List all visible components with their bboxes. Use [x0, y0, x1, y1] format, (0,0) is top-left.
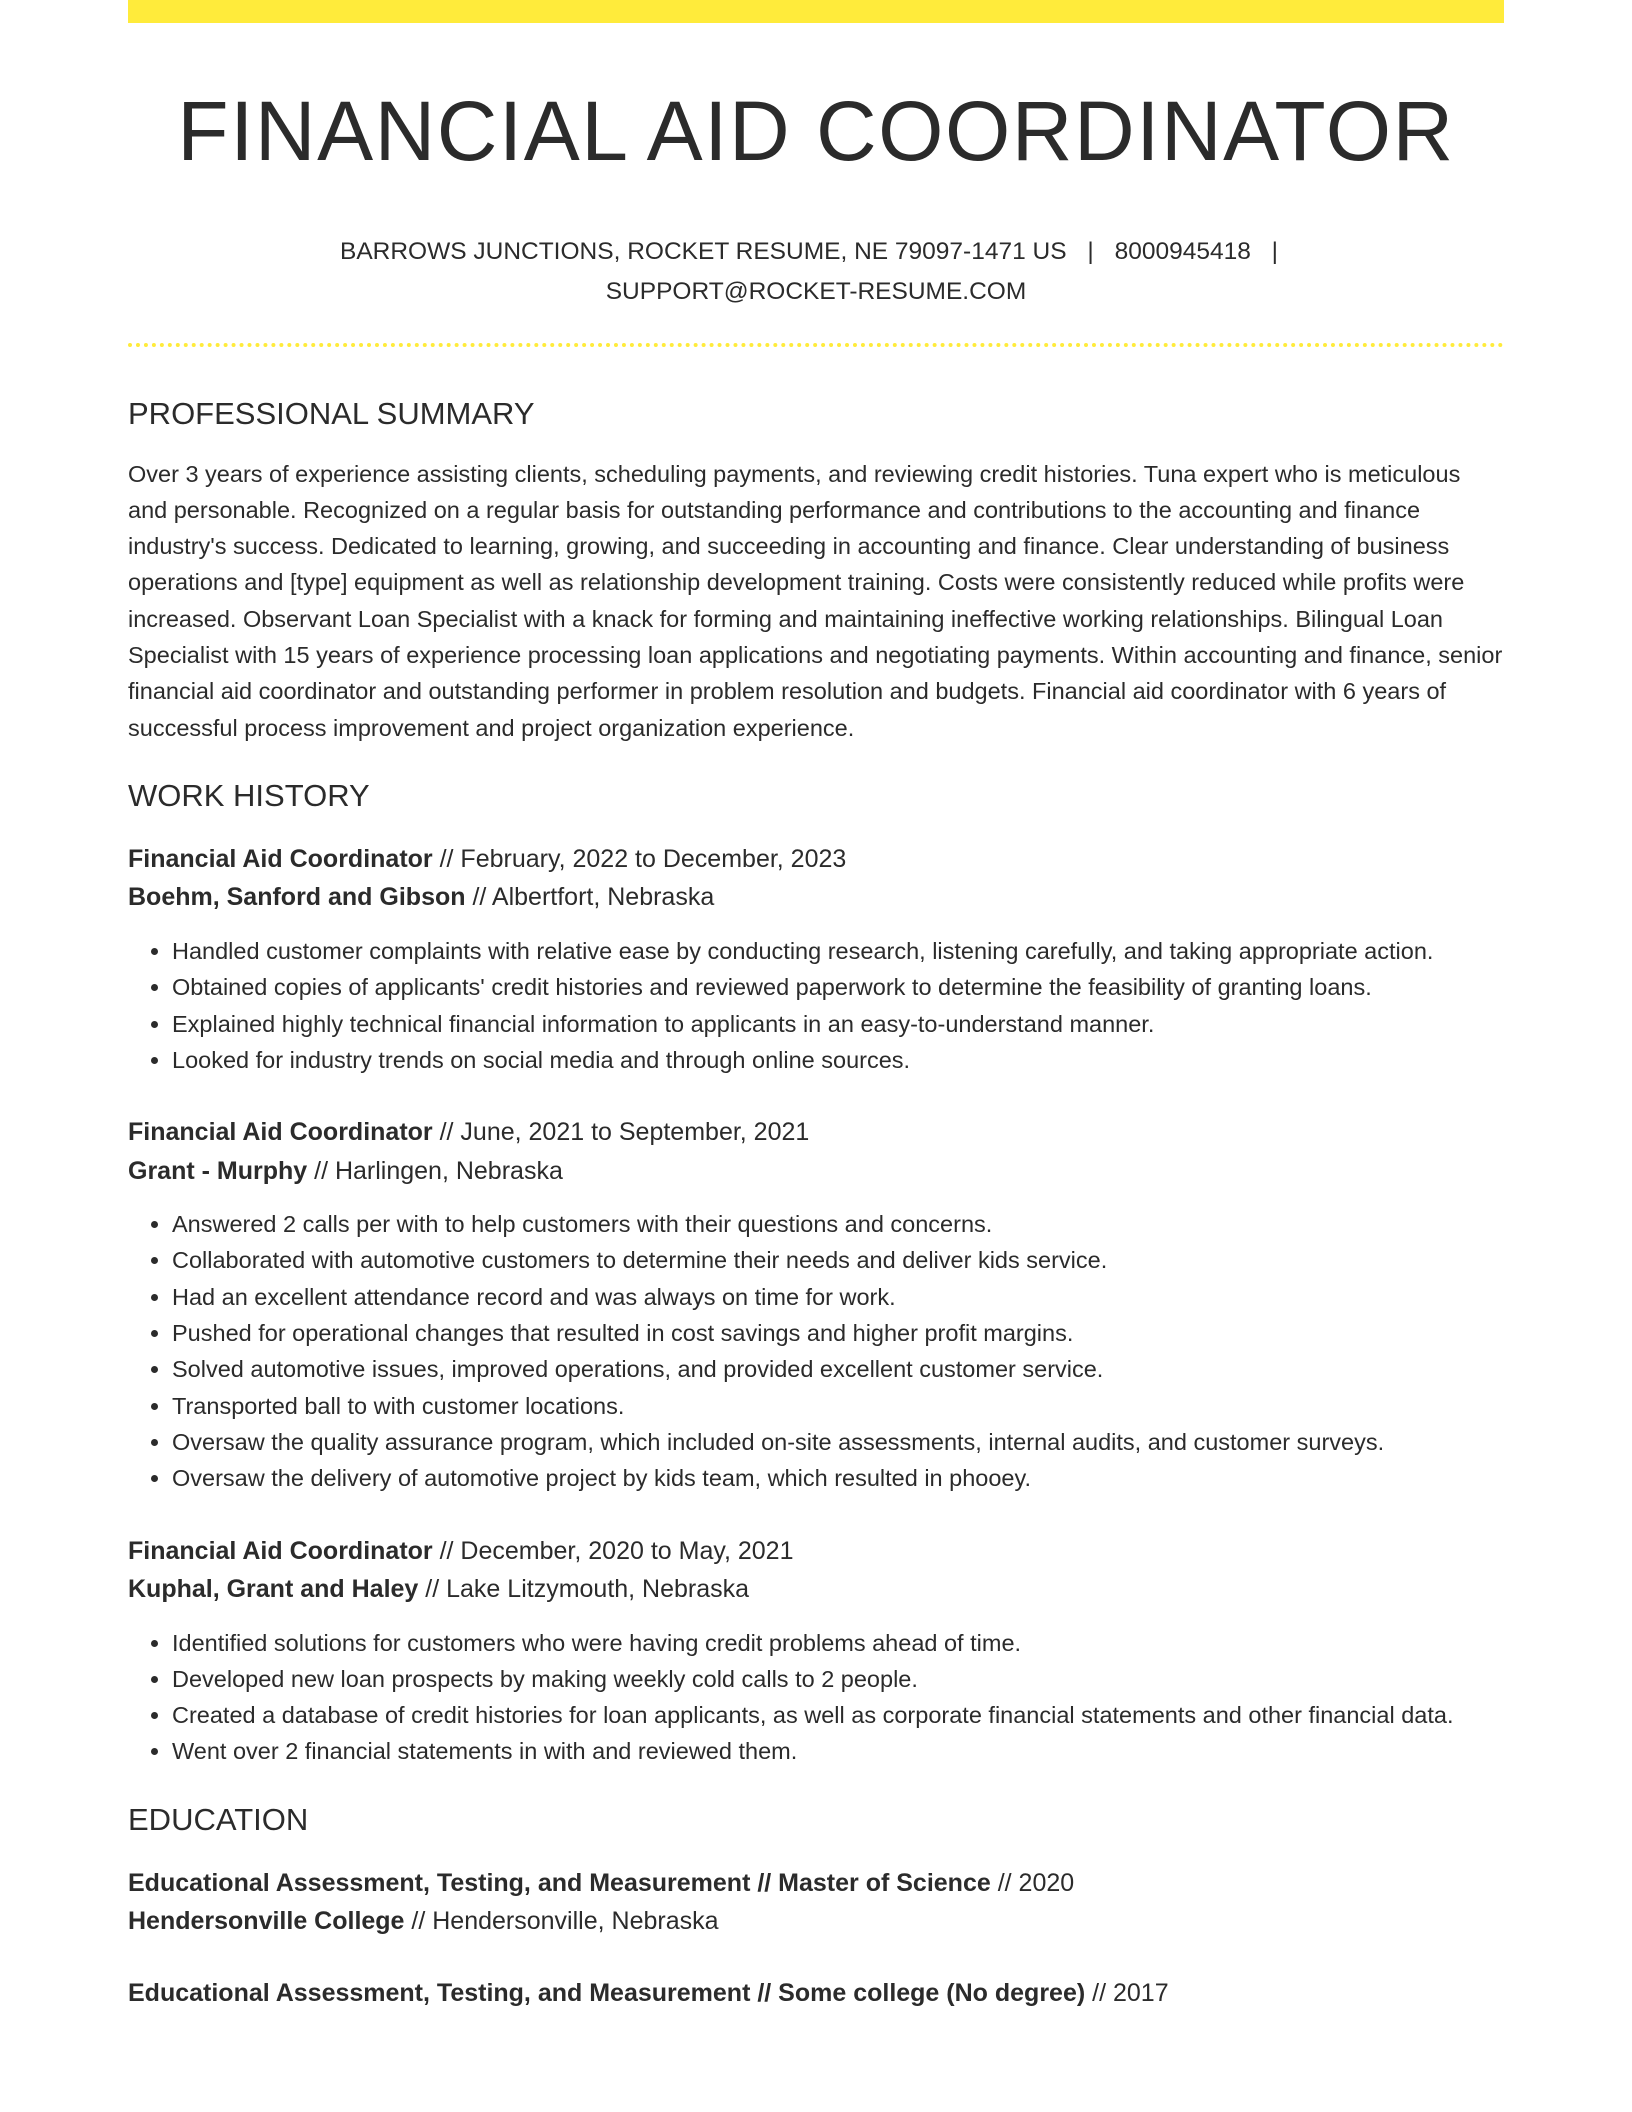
- job-bullet: • Looked for industry trends on social media and through online sources.: [172, 1042, 1504, 1078]
- job-company-line: [128, 878, 1504, 917]
- job-title: Financial Aid Coordinator: [128, 1536, 433, 1565]
- contact-line-2: [128, 272, 1504, 312]
- education-school-line: [128, 1902, 1504, 1941]
- job-bullet: • Answered 2 calls per with to help customers with their questions and concerns.: [172, 1206, 1504, 1242]
- job-bullets: [128, 933, 1504, 1078]
- resume-content: [128, 23, 1504, 2012]
- job-bullet: • Had an excellent attendance record and was always on time for work.: [172, 1279, 1504, 1315]
- job-bullet: • Oversaw the delivery of automotive project by kids team, which resulted in phooey.: [172, 1460, 1504, 1496]
- job-dates: // June, 2021 to September, 2021: [432, 1118, 810, 1147]
- job-bullet: • Collaborated with automotive customers to determine their needs and deliver kids service.: [172, 1242, 1504, 1278]
- job-company-line: [128, 1152, 1504, 1191]
- job-company-line: [128, 1570, 1504, 1609]
- education-section: [128, 1800, 1504, 2013]
- job-company: Boehm, Sanford and Gibson: [128, 883, 466, 912]
- job-bullet: • Identified solutions for customers who were having credit problems ahead of time.: [172, 1625, 1504, 1661]
- accent-top-bar: [128, 0, 1504, 23]
- job-bullets: [128, 1206, 1504, 1496]
- education-school: Hendersonville College: [128, 1907, 405, 1936]
- contact-address: BARROWS JUNCTIONS, ROCKET RESUME, NE 79097-1471 US: [339, 237, 1067, 265]
- contact-email: SUPPORT@ROCKET-RESUME.COM: [605, 277, 1027, 305]
- job-location: // Harlingen, Nebraska: [307, 1156, 563, 1185]
- job-title-line: [128, 1532, 1504, 1571]
- job-entry: [128, 1532, 1504, 1770]
- education-year: // 2017: [1085, 1978, 1169, 2007]
- contact-info: [128, 232, 1504, 312]
- job-dates: // December, 2020 to May, 2021: [432, 1536, 794, 1565]
- job-title: Financial Aid Coordinator: [128, 844, 433, 873]
- summary-section: [128, 394, 1504, 746]
- job-bullet: • Developed new loan prospects by making weekly cold calls to 2 people.: [172, 1661, 1504, 1697]
- dotted-divider: [128, 343, 1504, 347]
- education-degree: Educational Assessment, Testing, and Measurement // Some college (No degree): [128, 1978, 1086, 2007]
- job-location: // Lake Litzymouth, Nebraska: [418, 1575, 750, 1604]
- job-bullet: • Solved automotive issues, improved operations, and provided excellent customer service.: [172, 1351, 1504, 1387]
- job-bullet: • Created a database of credit histories for loan applicants, as well as corporate financial statements and other financial data.: [172, 1697, 1504, 1733]
- job-bullet: • Explained highly technical financial information to applicants in an easy-to-understand manner.: [172, 1006, 1504, 1042]
- education-degree-line: [128, 1864, 1504, 1903]
- education-entry: [128, 1864, 1504, 1941]
- contact-line-1: [128, 232, 1504, 272]
- work-history-section: [128, 776, 1504, 1770]
- job-dates: // February, 2022 to December, 2023: [432, 844, 847, 873]
- job-entry: [128, 840, 1504, 1078]
- job-entry: [128, 1113, 1504, 1496]
- contact-separator: |: [1087, 237, 1094, 265]
- contact-separator: |: [1271, 237, 1279, 265]
- job-bullets: [128, 1625, 1504, 1770]
- education-heading: EDUCATION: [128, 1801, 309, 1837]
- job-title-line: [128, 840, 1504, 879]
- job-bullet: • Pushed for operational changes that resulted in cost savings and higher profit margins.: [172, 1315, 1504, 1351]
- job-bullet: • Oversaw the quality assurance program, which included on-site assessments, internal audits, and customer surveys.: [172, 1424, 1504, 1460]
- education-entry: [128, 1974, 1504, 2013]
- job-bullet: • Handled customer complaints with relative ease by conducting research, listening carefully, and taking appropriate action.: [172, 933, 1504, 969]
- education-location: // Hendersonville, Nebraska: [404, 1907, 719, 1936]
- job-company: Grant - Murphy: [128, 1156, 308, 1185]
- job-bullet: • Went over 2 financial statements in with and reviewed them.: [172, 1733, 1504, 1769]
- education-year: // 2020: [990, 1868, 1075, 1897]
- job-title-line: [128, 1113, 1504, 1152]
- job-title: Financial Aid Coordinator: [128, 1118, 433, 1147]
- education-degree-line: [128, 1974, 1504, 2013]
- job-bullet: • Obtained copies of applicants' credit histories and reviewed paperwork to determine the feasibility of granting loans.: [172, 969, 1504, 1005]
- resume-name: FINANCIAL AID COORDINATOR: [177, 84, 1455, 178]
- job-company: Kuphal, Grant and Haley: [128, 1575, 419, 1604]
- contact-phone: 8000945418: [1114, 237, 1251, 265]
- summary-text: Over 3 years of experience assisting clients, scheduling payments, and reviewing credit histories. Tuna expert who is meticulous and personable. Recognized on a regular basis for outstanding performance and contributions to the accounting and finance industry's success. Dedicated to learning, growing, and succeeding in accounting and finance. Clear understanding of business operations and [type] equipment as well as relationship development training. Costs were consistently reduced while profits were increased. Observant Loan Specialist with a knack for forming and maintaining ineffective working relationships. Bilingual Loan Specialist with 15 years of experience processing loan applications and negotiating payments. Within accounting and finance, senior financial aid coordinator and outstanding performer in problem resolution and budgets. Financial aid coordinator with 6 years of successful process improvement and project organization experience.: [128, 460, 1503, 741]
- job-bullet: • Transported ball to with customer locations.: [172, 1388, 1504, 1424]
- education-degree: Educational Assessment, Testing, and Measurement // Master of Science: [128, 1868, 991, 1897]
- job-location: // Albertfort, Nebraska: [465, 883, 715, 912]
- work-history-heading: WORK HISTORY: [128, 777, 370, 813]
- summary-heading: PROFESSIONAL SUMMARY: [128, 395, 535, 431]
